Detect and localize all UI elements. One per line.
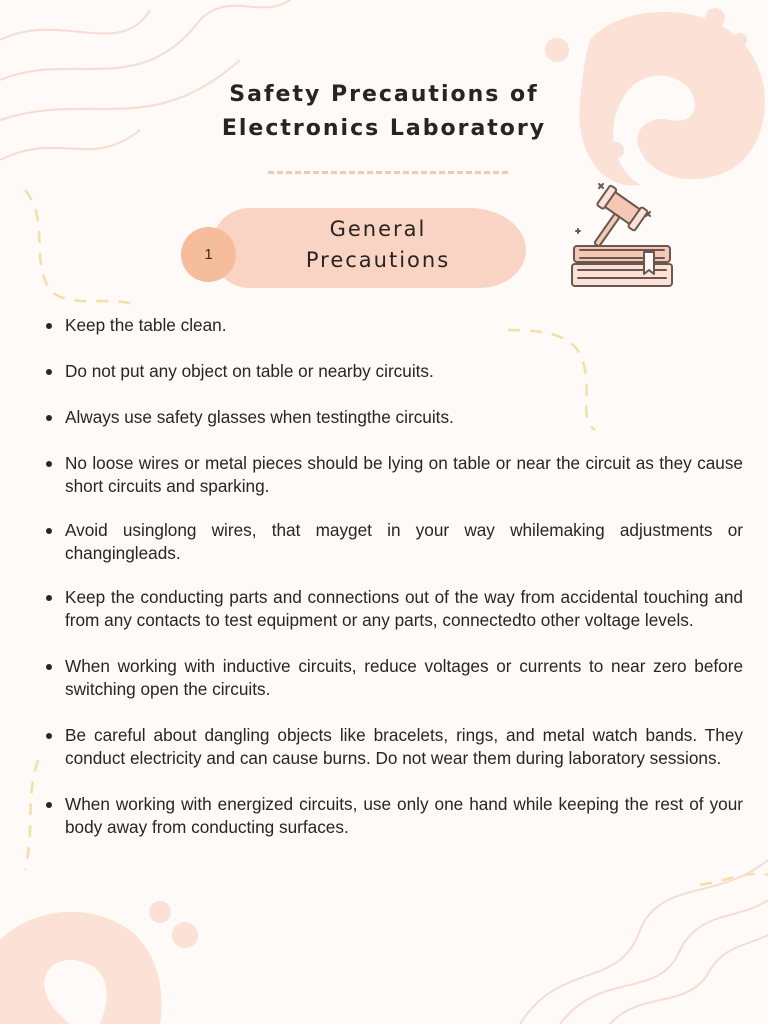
page-title (0, 78, 768, 146)
page-title-line-2: Electronics Laboratory (221, 116, 547, 141)
precautions-list (40, 314, 743, 839)
section-heading-line-1: General (329, 217, 427, 241)
title-divider (268, 171, 508, 174)
precaution-item: When working with inductive circuits, reduce voltages or currents to near zero before switching open the circuits. (40, 655, 743, 701)
section-heading-line-2: Precautions (305, 248, 451, 272)
precaution-item: Always use safety glasses when testingthe circuits. (40, 406, 743, 429)
precaution-item: Avoid usinglong wires, that mayget in your way whilemaking adjustments or changingleads. (40, 519, 743, 565)
precaution-item: Keep the conducting parts and connections out of the way from accidental touching and from any contacts to test equipment or any parts, connectedto other voltage levels. (40, 586, 743, 632)
precaution-item: Be careful about dangling objects like bracelets, rings, and metal watch bands. They conduct electricity and can cause burns. Do not wear them during laboratory sessions. (40, 724, 743, 770)
gavel-on-books-icon (566, 176, 678, 294)
section-number-badge: 1 (181, 227, 236, 282)
precaution-item: When working with energized circuits, use only one hand while keeping the rest of your body away from conducting surfaces. (40, 793, 743, 839)
precaution-item: No loose wires or metal pieces should be lying on table or near the circuit as they cause short circuits and sparking. (40, 452, 743, 498)
page-title-line-1: Safety Precautions of (229, 82, 539, 107)
precaution-item: Do not put any object on table or nearby circuits. (40, 360, 743, 383)
section-heading (278, 214, 478, 276)
precaution-item: Keep the table clean. (40, 314, 743, 337)
